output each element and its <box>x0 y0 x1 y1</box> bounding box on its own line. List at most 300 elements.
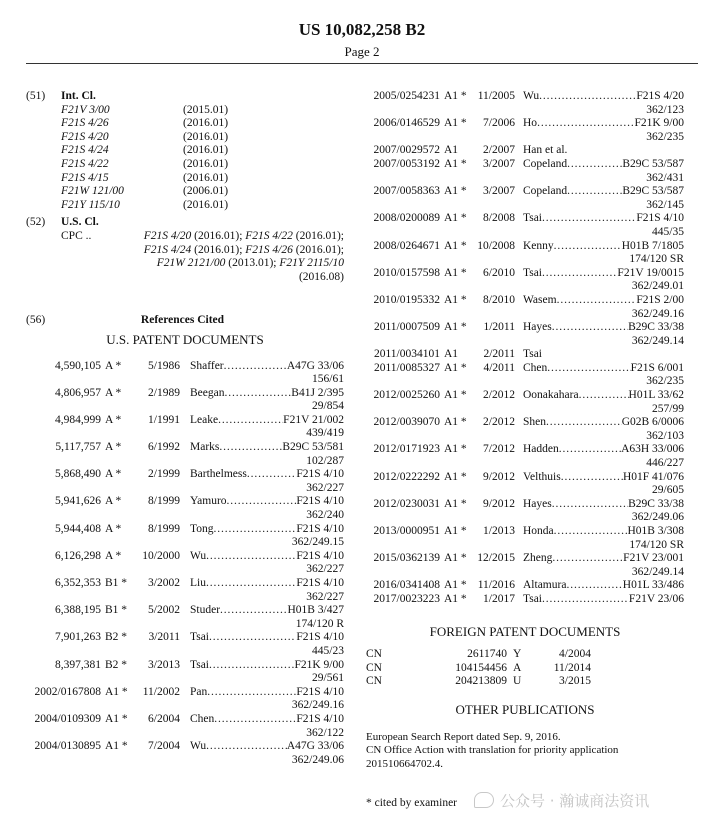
patent-ref-line <box>523 362 684 376</box>
patent-class: H01B 3/427 <box>287 604 344 617</box>
patent-ref-row <box>26 387 344 414</box>
int-cl-list <box>26 104 344 213</box>
patentee-name: Han et al. <box>523 144 568 157</box>
patent-ref-row <box>366 579 684 593</box>
patent-ref-line <box>523 212 684 226</box>
dot-leader <box>542 267 617 281</box>
patent-ref-row <box>26 659 344 686</box>
patent-ref-line <box>190 604 344 618</box>
int-cl-code: F21S 4/26 <box>61 117 109 130</box>
patent-number-cell: 5,944,408 <box>55 522 101 535</box>
patent-ref-row <box>26 740 344 767</box>
patent-class: A47G 33/06 <box>286 740 344 753</box>
patent-kind-cell: A * <box>105 441 122 454</box>
patentee-name: Barthelmess <box>190 468 247 481</box>
patent-kind-cell: A1 * <box>444 497 467 510</box>
patent-ref-body <box>523 321 684 348</box>
patent-ref-body <box>523 579 684 593</box>
patent-ref-body <box>190 604 344 631</box>
patent-number-cell: 2012/0230031 <box>373 497 440 510</box>
patent-kind-cell: A * <box>105 386 122 399</box>
patent-class: H01F 41/076 <box>622 470 684 483</box>
country-cell: CN <box>366 661 382 674</box>
patent-date-cell: 8/1999 <box>148 522 180 535</box>
patent-ref-body <box>190 441 344 468</box>
patent-class: F21S 4/10 <box>296 685 344 698</box>
dot-leader <box>214 713 296 727</box>
patent-subclass: 362/249.16 <box>631 307 684 320</box>
patent-date-cell: 3/2007 <box>483 157 515 170</box>
patent-subclass: 362/123 <box>646 103 684 116</box>
patent-subclass: 439/419 <box>306 427 344 440</box>
int-cl-heading <box>26 90 344 104</box>
dot-leader <box>220 604 287 618</box>
patent-class: F21S 4/10 <box>296 495 344 508</box>
patent-ref-line <box>523 240 684 254</box>
patent-number-cell: 4,984,999 <box>55 413 101 426</box>
patent-kind-cell: B1 * <box>105 577 128 589</box>
patent-number-cell: 2002/0167808 <box>34 685 101 698</box>
patent-number-cell: 2011/0034101 <box>373 348 440 361</box>
patent-date-cell: 11/2016 <box>477 579 515 592</box>
patent-ref-body <box>523 389 684 416</box>
patent-ref-line <box>523 525 684 539</box>
patent-ref-line <box>190 686 344 700</box>
patent-class: F21V 23/001 <box>623 552 684 565</box>
patent-class: A63H 33/006 <box>621 443 684 456</box>
patent-class: F21K 9/00 <box>294 658 344 671</box>
patent-subclass: 174/120 SR <box>629 538 684 551</box>
patent-ref-body <box>523 212 684 239</box>
patent-ref-line <box>523 552 684 566</box>
patent-ref-line <box>190 414 344 428</box>
patent-kind-cell: A * <box>105 522 122 535</box>
patent-ref-body <box>190 414 344 441</box>
patentee-name: Kenny <box>523 239 554 252</box>
dot-leader <box>209 631 296 645</box>
patent-class: F21S 4/20 <box>636 90 684 102</box>
patentee-name: Ho <box>523 117 538 130</box>
patent-class: B29C 53/587 <box>622 185 684 198</box>
watermark <box>474 790 649 811</box>
patent-subclass: 29/854 <box>312 400 344 413</box>
patent-number-cell: 6,352,353 <box>55 577 101 589</box>
int-cl-row <box>61 199 344 213</box>
patent-ref-row <box>366 294 684 321</box>
patent-date-cell: 2/2011 <box>483 348 515 361</box>
patent-class: B29C 33/38 <box>628 321 684 334</box>
patentee-name: Zheng <box>523 552 553 565</box>
page-number: Page 2 <box>344 44 380 59</box>
patent-class: F21V 23/06 <box>628 592 684 605</box>
patent-class: B29C 33/38 <box>628 497 684 510</box>
patentee-name: Altamura <box>523 579 567 592</box>
dot-leader <box>206 740 287 754</box>
patent-number-cell: 2012/0171923 <box>373 443 440 456</box>
patent-subclass: 362/122 <box>306 726 344 739</box>
foreign-patent-row <box>366 648 684 662</box>
patent-number-cell: 2008/0264671 <box>373 239 440 252</box>
patentee-name: Hayes <box>523 321 552 334</box>
patentee-name: Velthuis <box>523 470 561 483</box>
patent-number-cell: 2005/0254231 <box>373 90 440 102</box>
patent-number-cell: 2007/0058363 <box>373 185 440 198</box>
patent-kind-cell: A1 * <box>444 239 467 252</box>
dot-leader <box>552 498 628 512</box>
patent-date-cell: 8/2008 <box>483 212 515 225</box>
int-cl-row <box>61 185 344 199</box>
dot-leader <box>219 441 282 455</box>
patent-ref-body <box>523 267 684 294</box>
patent-ref-body <box>190 631 344 658</box>
foreign-kind-cell: A <box>513 661 522 674</box>
patent-ref-body <box>523 552 684 579</box>
patent-number-cell: 2010/0157598 <box>373 266 440 279</box>
patent-ref-line <box>190 441 344 455</box>
foreign-patent-list <box>366 648 684 689</box>
patent-subclass: 29/605 <box>652 484 684 497</box>
dot-leader <box>547 362 630 376</box>
patent-class: A47G 33/06 <box>286 359 344 372</box>
patentee-name: Liu <box>190 577 206 589</box>
patentee-name: Hayes <box>523 497 552 510</box>
patent-date-cell: 12/2015 <box>477 552 515 565</box>
patent-ref-body <box>523 362 684 389</box>
patent-ref-line <box>523 498 684 512</box>
patent-number-cell: 2008/0200089 <box>373 212 440 225</box>
patent-ref-body <box>523 498 684 525</box>
patent-ref-body <box>523 593 684 607</box>
patent-ref-row <box>366 362 684 389</box>
int-cl-code: F21W 121/00 <box>61 185 124 198</box>
patent-kind-cell: B2 * <box>105 658 128 671</box>
patent-date-cell: 2/1989 <box>148 386 180 399</box>
patent-date-cell: 6/2010 <box>483 266 515 279</box>
dot-leader <box>218 414 283 428</box>
patent-subclass: 362/227 <box>306 481 344 494</box>
patent-subclass: 362/145 <box>646 198 684 211</box>
patent-ref-row <box>366 416 684 443</box>
patent-kind-cell: A1 * <box>444 266 467 279</box>
patent-date-cell: 6/1992 <box>148 441 180 454</box>
patent-subclass: 156/61 <box>312 373 344 386</box>
patent-ref-row <box>366 321 684 348</box>
patent-number-cell: 2012/0039070 <box>373 416 440 429</box>
patent-ref-line <box>190 631 344 645</box>
dot-leader <box>209 659 294 673</box>
dot-leader <box>206 577 296 591</box>
patentee-name: Chen <box>190 712 215 725</box>
patent-ref-line <box>523 443 684 457</box>
patent-date-cell: 2/1999 <box>148 468 180 481</box>
patent-ref-row <box>26 495 344 522</box>
patent-ref-body <box>523 471 684 498</box>
patent-number-cell: 6,126,298 <box>55 549 101 562</box>
patentee-name: Studer <box>190 604 221 617</box>
patent-number-cell: 2011/0085327 <box>373 361 440 374</box>
patent-number-cell: 2010/0195332 <box>373 293 440 306</box>
dot-leader <box>561 471 623 485</box>
patent-ref-row <box>26 468 344 495</box>
patentee-name: Tsai <box>190 658 209 671</box>
patent-subclass: 102/287 <box>306 454 344 467</box>
patent-ref-line <box>523 416 684 430</box>
patentee-name: Yamuro <box>190 495 227 508</box>
patentee-name: Pan <box>190 685 208 698</box>
patent-subclass: 362/431 <box>646 171 684 184</box>
patent-ref-line <box>190 659 344 673</box>
patent-kind-cell: A * <box>105 495 122 508</box>
patent-ref-row <box>26 686 344 713</box>
wechat-logo-icon <box>474 792 494 808</box>
patent-class: F21S 4/10 <box>636 212 684 225</box>
patent-date-cell: 1/2017 <box>483 592 515 605</box>
patent-class: F21S 6/001 <box>630 361 684 374</box>
int-cl-row <box>61 144 344 158</box>
patent-ref-row <box>26 604 344 631</box>
patent-date-cell: 1/1991 <box>148 413 180 426</box>
publication-2: CN Office Action with translation for priority application 201510664702.4. <box>366 744 619 770</box>
patent-ref-line <box>523 294 684 308</box>
patent-ref-body <box>523 185 684 212</box>
patent-number-cell: 6,388,195 <box>55 604 101 617</box>
patentee-name: Leake <box>190 413 219 426</box>
patent-ref-row <box>366 158 684 185</box>
foreign-number-cell: 204213809 <box>455 675 507 688</box>
patent-ref-body <box>190 740 344 767</box>
patent-kind-cell: A1 <box>444 348 459 361</box>
field-title: Int. Cl. <box>61 90 96 102</box>
left-column <box>26 90 344 767</box>
patent-subclass: 362/249.14 <box>631 334 684 347</box>
patentee-name: Wu <box>190 549 207 562</box>
patent-ref-row <box>366 389 684 416</box>
watermark-text: 公众号 · 瀚诚商法资讯 <box>500 792 650 810</box>
patent-kind-cell: A1 * <box>444 293 467 306</box>
patent-ref-body <box>523 443 684 470</box>
patent-date-cell: 1/2011 <box>483 321 515 334</box>
patent-date-cell: 2/2012 <box>483 416 515 429</box>
patent-number-cell: 7,901,263 <box>55 631 101 644</box>
patent-number-cell: 4,590,105 <box>55 359 101 372</box>
patent-number-cell: 2017/0023223 <box>373 592 440 605</box>
foreign-date-cell: 3/2015 <box>559 675 591 688</box>
patent-kind-cell: A1 * <box>105 740 128 753</box>
patent-subclass: 362/249.01 <box>631 280 684 293</box>
patent-number-cell: 5,868,490 <box>55 468 101 481</box>
patent-date-cell: 7/2004 <box>148 740 180 753</box>
patent-subclass: 362/227 <box>306 563 344 576</box>
patent-date-cell: 6/2004 <box>148 712 180 725</box>
field-code: (51) <box>26 90 46 102</box>
patent-subclass: 362/235 <box>646 375 684 388</box>
patent-class: F21S 4/10 <box>296 468 344 481</box>
int-cl-row <box>61 117 344 131</box>
int-cl-code: F21S 4/15 <box>61 171 109 184</box>
patent-number-cell: 2012/0222292 <box>373 470 440 483</box>
patent-kind-cell: A * <box>105 413 122 426</box>
patentee-name: Marks <box>190 441 220 454</box>
field-code: (56) <box>26 314 46 327</box>
patent-date-cell: 5/2002 <box>148 604 180 617</box>
foreign-kind-cell: U <box>513 675 522 688</box>
patent-number-cell: 2016/0341408 <box>373 579 440 592</box>
int-cl-row <box>61 104 344 118</box>
patent-date-cell: 10/2008 <box>477 239 515 252</box>
patent-ref-row <box>26 550 344 577</box>
patent-ref-body <box>523 90 684 117</box>
patentee-name: Beegan <box>190 386 225 399</box>
patent-class: H01L 33/486 <box>622 579 684 592</box>
patent-ref-row <box>26 360 344 387</box>
patentee-name: Hadden <box>523 443 559 456</box>
patent-subclass: 362/249.15 <box>291 536 344 549</box>
patent-kind-cell: A1 * <box>105 712 128 725</box>
patent-ref-row <box>366 471 684 498</box>
patent-ref-body <box>190 713 344 740</box>
foreign-patents-heading: FOREIGN PATENT DOCUMENTS <box>429 623 621 639</box>
patent-class: F21S 4/10 <box>296 631 344 644</box>
patent-ref-line <box>523 593 684 607</box>
refs-title: References Cited <box>140 314 225 327</box>
patent-ref-line <box>523 267 684 281</box>
patent-subclass: 445/35 <box>652 225 684 238</box>
publication-1: European Search Report dated Sep. 9, 2016. <box>366 730 561 743</box>
patent-class: H01B 7/1805 <box>621 239 684 252</box>
int-cl-code: F21V 3/00 <box>61 103 110 116</box>
int-cl-row <box>61 172 344 186</box>
country-cell: CN <box>366 675 382 688</box>
int-cl-year: (2016.01) <box>183 130 229 143</box>
patent-kind-cell: A * <box>105 468 122 481</box>
patentee-name: Oonakahara <box>523 389 579 402</box>
patent-date-cell: 10/2000 <box>142 549 180 562</box>
int-cl-row <box>61 131 344 145</box>
patent-kind-cell: A1 * <box>444 361 467 374</box>
patent-subclass: 174/120 R <box>295 617 344 630</box>
patent-date-cell: 3/2007 <box>483 185 515 198</box>
patent-number-cell: 2011/0007509 <box>373 321 440 334</box>
patentee-name: Tong <box>190 522 214 535</box>
foreign-number-cell: 2611740 <box>467 648 507 661</box>
patent-kind-cell: A1 * <box>444 470 467 483</box>
int-cl-code: F21Y 115/10 <box>61 198 120 211</box>
header-rule <box>26 63 698 64</box>
patent-ref-body <box>190 686 344 713</box>
cpc-line-2: F21S 4/24 (2016.01); F21S 4/26 (2016.01); <box>143 243 344 256</box>
patent-ref-line <box>523 185 684 199</box>
patent-ref-row <box>366 348 684 362</box>
dot-leader <box>567 185 622 199</box>
patent-class: F21S 4/10 <box>296 549 344 562</box>
int-cl-year: (2016.01) <box>183 171 229 184</box>
patent-subclass: 362/249.06 <box>631 511 684 524</box>
int-cl-year: (2015.01) <box>183 103 229 116</box>
patent-kind-cell: A1 * <box>444 552 467 565</box>
patent-kind-cell: A * <box>105 359 122 372</box>
patent-date-cell: 3/2013 <box>148 658 180 671</box>
patent-date-cell: 7/2006 <box>483 117 515 130</box>
patentee-name: Wasem <box>523 293 557 306</box>
patent-ref-body <box>190 495 344 522</box>
us-patent-list-left <box>26 360 344 768</box>
patentee-name: Tsai <box>523 266 542 279</box>
patent-subclass: 445/23 <box>312 644 344 657</box>
foreign-patent-row <box>366 675 684 689</box>
patent-ref-line <box>190 387 344 401</box>
patent-ref-body <box>523 525 684 552</box>
patent-subclass: 362/227 <box>306 590 344 603</box>
patent-ref-line <box>523 471 684 485</box>
patent-class: F21S 4/10 <box>296 577 344 589</box>
us-patent-list-right <box>366 90 684 607</box>
patent-ref-row <box>366 117 684 144</box>
patent-number-cell: 2007/0053192 <box>373 157 440 170</box>
dot-leader <box>227 495 297 509</box>
int-cl-year: (2016.01) <box>183 157 229 170</box>
dot-leader <box>206 550 296 564</box>
patent-date-cell: 1/2013 <box>483 525 515 537</box>
dot-leader <box>224 387 291 401</box>
int-cl-code: F21S 4/20 <box>61 130 109 143</box>
patent-class: F21S 2/00 <box>636 293 684 306</box>
patent-ref-row <box>26 523 344 550</box>
patent-kind-cell: A1 * <box>105 685 128 698</box>
patent-ref-body <box>190 387 344 414</box>
patent-ref-body <box>190 659 344 686</box>
cited-by-examiner-note: * cited by examiner <box>366 797 458 809</box>
patent-ref-line <box>523 321 684 335</box>
patent-date-cell: 3/2011 <box>148 631 180 644</box>
patent-ref-body <box>523 348 684 362</box>
patent-number-cell: 4,806,957 <box>55 386 101 399</box>
cpc-line-1: CPC .. F21S 4/20 (2016.01); F21S 4/22 (2016.01); <box>61 229 344 242</box>
patent-number-cell: 8,397,381 <box>55 658 101 671</box>
patent-ref-row <box>366 593 684 607</box>
foreign-date-cell: 11/2014 <box>553 661 591 674</box>
patent-ref-body <box>523 158 684 185</box>
patent-date-cell: 11/2002 <box>142 685 180 698</box>
patent-class: B41J 2/395 <box>291 386 344 399</box>
patent-ref-row <box>366 498 684 525</box>
foreign-patent-row <box>366 662 684 676</box>
patentee-name: Wu <box>190 740 207 753</box>
patent-ref-row <box>26 713 344 740</box>
foreign-number-cell: 104154456 <box>455 661 507 674</box>
patent-ref-line <box>190 740 344 754</box>
cpc-block <box>61 230 344 284</box>
patent-number-cell: 2012/0025260 <box>373 389 440 402</box>
patent-ref-line <box>523 90 684 104</box>
patent-date-cell: 8/2010 <box>483 293 515 306</box>
patent-ref-row <box>366 267 684 294</box>
patent-kind-cell: A1 * <box>444 212 467 225</box>
patent-kind-cell: A1 * <box>444 525 467 537</box>
patent-date-cell: 2/2007 <box>483 144 515 157</box>
patent-ref-row <box>366 240 684 267</box>
dot-leader <box>559 443 621 457</box>
dot-leader <box>542 212 636 226</box>
other-publications-heading: OTHER PUBLICATIONS <box>455 701 595 717</box>
dot-leader <box>557 294 637 308</box>
patent-class: B29C 53/581 <box>282 441 344 454</box>
patent-number: US 10,082,258 B2 <box>298 20 426 39</box>
dot-leader <box>567 158 622 172</box>
patent-subclass: 29/561 <box>312 672 344 685</box>
patent-kind-cell: B1 * <box>105 604 128 617</box>
dot-leader <box>579 389 629 403</box>
patent-ref-row <box>366 185 684 212</box>
